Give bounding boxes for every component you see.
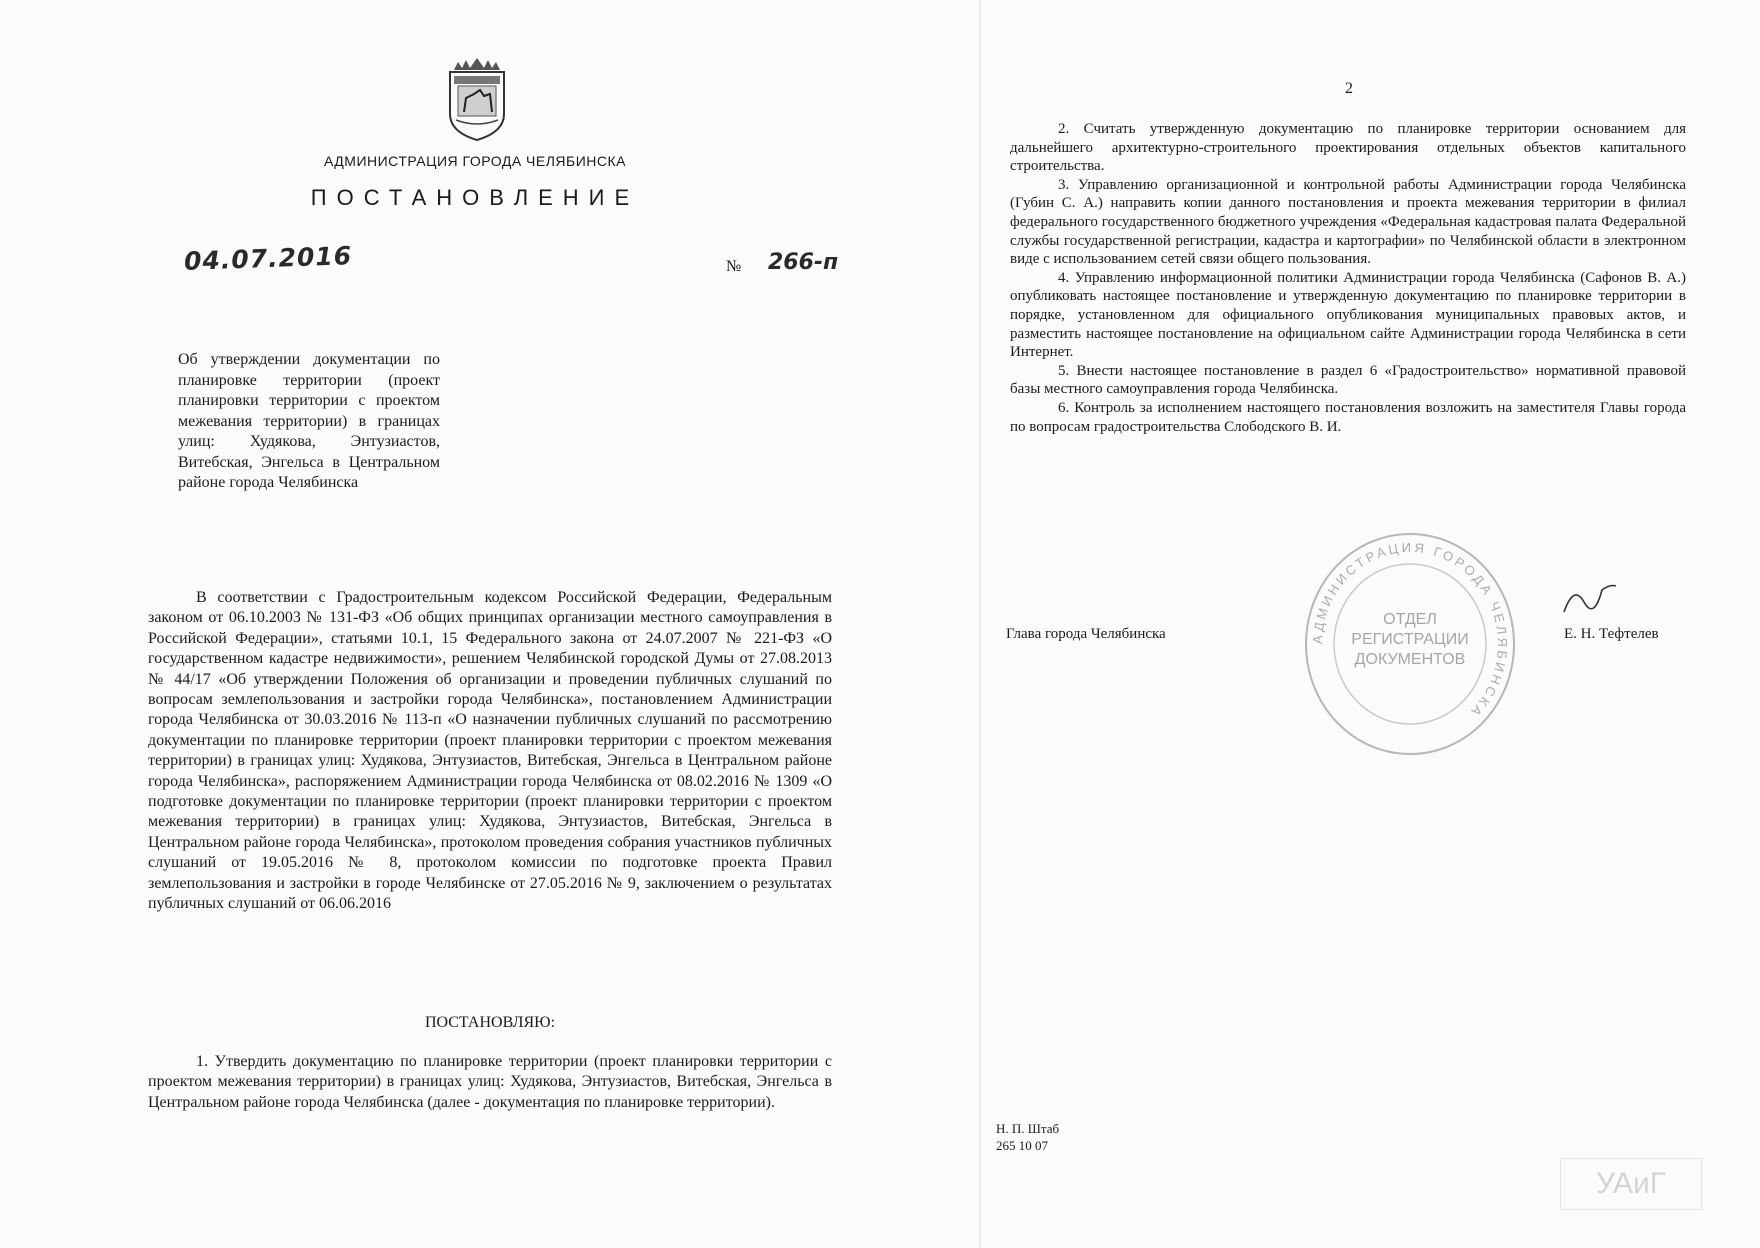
executor-name: Н. П. Штаб: [996, 1121, 1060, 1136]
preamble-text: В соответствии с Градостроительным кодексом Российской Федерации, Федеральным законом от 06.10.2003 № 131-ФЗ «Об общих принципах организации местного самоуправления в Российской Федерации», статьями 10.1, 15 Федерального закона от 24.07.2007 № 221-ФЗ «О государственном кадастре недвижимости», решением Челябинской городской Думы от 27.08.2013 № 44/17 «Об утверждении Положения об организации и проведении публичных слушаний по вопросам землепользования и застройки города Челябинска», постановлением Администрации города Челябинска от 30.03.2016 № 113-п «О назначении публичных слушаний по рассмотрению документации по планировке территории (проект планировки территории с проектом межевания территории) в границах улиц: Худякова, Энтузиастов, Витебская, Энгельса в Центральном районе города Челябинска», распоряжением Администрации города Челябинска от 08.02.2016 № 1309 «О подготовке документации по планировке территории (проект планировки территории с проектом межевания территории) в границах улиц: Худякова, Энтузиастов, Витебская, Энгельса в Центральном районе города Челябинска», протоколом проведения собрания участников публичных слушаний от 19.05.2016 № 8, протоколом комиссии по подготовке проекта Правил землепользования и застройки в городе Челябинске от 27.05.2016 № 9, заключением о результатах публичных слушаний от 06.06.2016: [148, 589, 832, 913]
signature: [1560, 578, 1620, 618]
organization-name: АДМИНИСТРАЦИЯ ГОРОДА ЧЕЛЯБИНСКА: [324, 153, 626, 169]
item-3: 3. Управлению организационной и контрольной работы Администрации города Челябинска (Губин С. А.) направить копии данного постановления и проекта межевания территории в филиал федерального государственного бюджетного учреждения «Федеральная кадастровая палата Федеральной службы государственной регистрации, кадастра и картографии» по Челябинской области в электронном виде с использованием сетей связи общего пользования.: [1010, 176, 1686, 268]
item-5: 5. Внести настоящее постановление в раздел 6 «Градостроительство» нормативной правовой базы местного самоуправления города Челябинска.: [1010, 362, 1686, 398]
document-type: ПОСТАНОВЛЕНИЕ: [310, 185, 640, 210]
decree-title: Об утверждении документации по планировке территории (проект планировки территории с проектом межевания территории) в границах улиц: Худякова, Энтузиастов, Витебская, Энгельса в Центральном районе города Челябинска: [178, 351, 440, 491]
signatory-title: Глава города Челябинска: [1006, 626, 1166, 642]
page-number: 2: [1345, 80, 1353, 97]
executor-info: [996, 1120, 1059, 1154]
decree-date: 04.07.2016: [183, 241, 353, 276]
item-1-text: 1. Утвердить документацию по планировке территории (проект планировки территории с проектом межевания территории) в границах улиц: Худякова, Энтузиастов, Витебская, Энгельса в Центральном районе города Челябинска (далее - документация по планировке территории).: [148, 1053, 832, 1111]
decree-items: [1010, 120, 1686, 436]
corner-mark: УАиГ: [1560, 1158, 1702, 1210]
item-4: 4. Управлению информационной политики Администрации города Челябинска (Сафонов В. А.) опубликовать настоящее постановление и утвержденную документацию по планировке территории в порядке, установленном для официального опубликования муниципальных правовых актов, и разместить настоящее постановление на официальном сайте Администрации города Челябинска в сети Интернет.: [1010, 269, 1686, 361]
signatory-name: Е. Н. Тефтелев: [1564, 626, 1659, 642]
official-stamp: [1300, 528, 1520, 760]
stamp-ring-text: АДМИНИСТРАЦИЯ ГОРОДА ЧЕЛЯБИНСКА: [1309, 539, 1511, 722]
item-6: 6. Контроль за исполнением настоящего постановления возложить на заместителя Главы города по вопросам градостроительства Слободского В. И.: [1010, 399, 1686, 435]
decree-number: 266-п: [768, 250, 839, 275]
stamp-center-text: ОТДЕЛ РЕГИСТРАЦИИ ДОКУМЕНТОВ: [1351, 611, 1469, 668]
coat-of-arms-icon: [444, 58, 510, 142]
executor-phone: 265 10 07: [996, 1138, 1048, 1153]
preamble: [148, 588, 832, 915]
page-fold: [979, 0, 981, 1248]
item-2: 2. Считать утвержденную документацию по планировке территории основанием для дальнейшего архитектурно-строительного проектирования отдельных объектов капитального строительства.: [1010, 121, 1686, 175]
resolve-heading: ПОСТАНОВЛЯЮ:: [424, 1014, 556, 1031]
number-label: №: [726, 258, 742, 275]
item-1: [148, 1052, 832, 1113]
